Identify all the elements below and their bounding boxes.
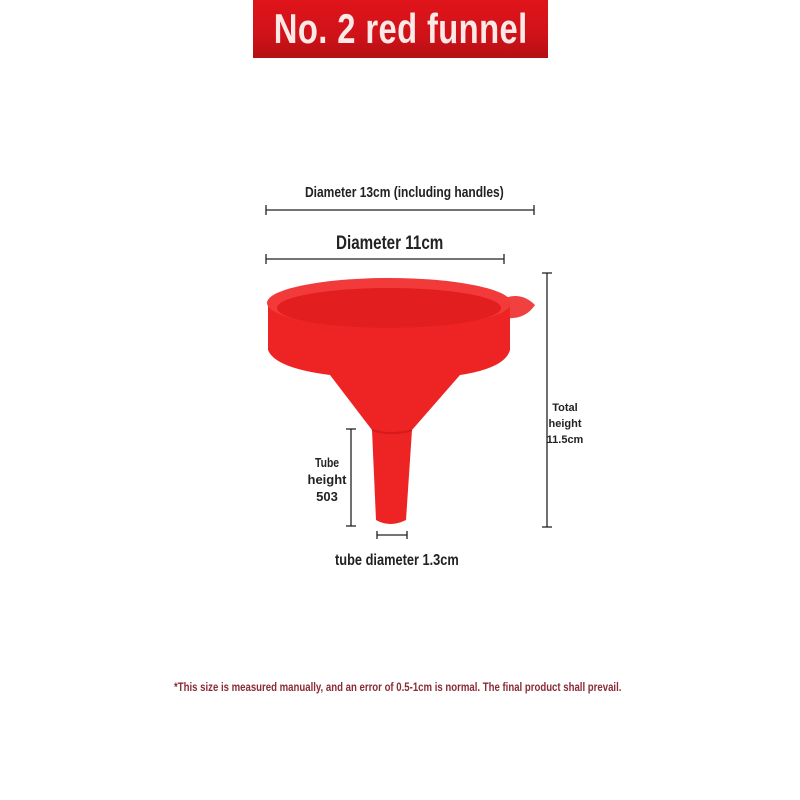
- diameter-with-handles-label: Diameter 13cm (including handles): [305, 184, 504, 201]
- tube-diameter-label: tube diameter 1.3cm: [335, 552, 459, 569]
- total-height-label: Total height 11.5cm: [546, 402, 584, 446]
- tube-height-label: Tube height 503: [307, 455, 347, 504]
- title: No. 2 red funnel: [273, 5, 528, 52]
- diameter-label: Diameter 11cm: [336, 233, 444, 254]
- measurement-footnote: *This size is measured manually, and an error of 0.5-1cm is normal. The final product shall prevail.: [174, 680, 622, 694]
